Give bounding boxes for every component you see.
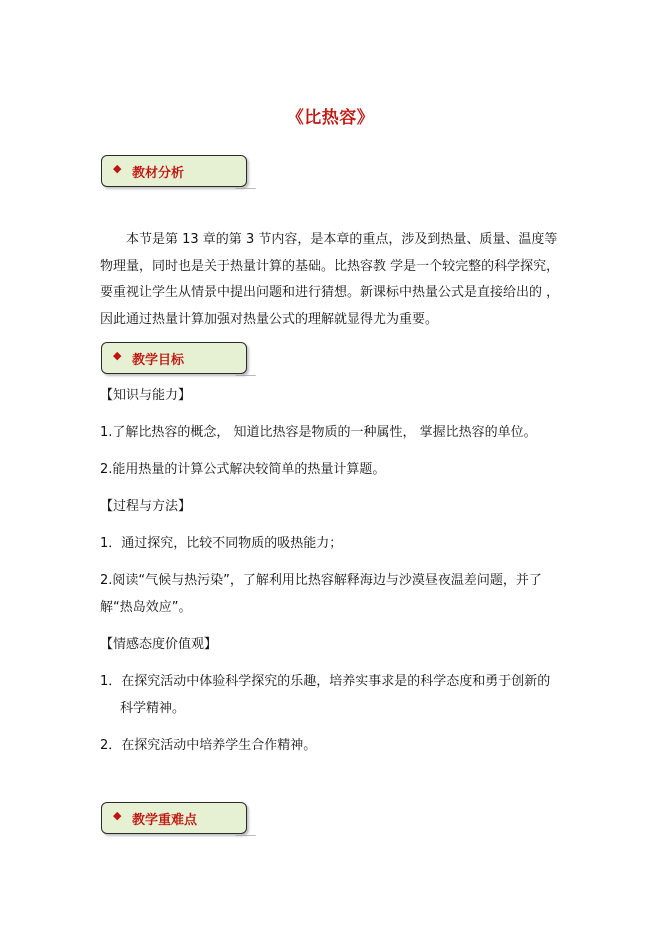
section-banner-key-points xyxy=(101,802,247,834)
goal-item: 1．在探究活动中体验科学探究的乐趣，培养实事求是的科学态度和勇于创新的 xyxy=(100,674,551,689)
diamond-bullet-icon: ◆ xyxy=(113,809,122,822)
subheading-knowledge: 【知识与能力】 xyxy=(100,388,192,403)
goal-item: 1.了解比热容的概念， 知道比热容是物质的一种属性， 掌握比热容的单位。 xyxy=(100,425,537,440)
goal-item-continuation: 解“热岛效应”。 xyxy=(100,600,192,615)
paragraph-line: 物理量，同时也是关于热量计算的基础。比热容教 学是一个较完整的科学探究， xyxy=(100,258,560,274)
section-banner-goals xyxy=(101,342,247,374)
paragraph-line: 本节是第 13 章的第 3 节内容，是本章的重点，涉及到热量、质量、温度等 xyxy=(126,232,558,247)
paragraph-line: 因此通过热量计算加强对热量公式的理解就显得尤为重要。 xyxy=(100,312,439,328)
section-title: 教材分析 xyxy=(132,166,185,181)
goal-item: 2.能用热量的计算公式解决较简单的热量计算题。 xyxy=(100,462,386,477)
goal-item: 2.阅读“气候与热污染”，了解利用比热容解释海边与沙漠昼夜温差问题，并了 xyxy=(100,573,542,588)
document-title: 《比热容》 xyxy=(286,108,375,128)
paragraph-line: 要重视让学生从情景中提出问题和进行猜想。新课标中热量公式是直接给出的 ， xyxy=(100,285,560,301)
goal-item-continuation: 科学精神。 xyxy=(120,701,186,716)
diamond-bullet-icon: ◆ xyxy=(113,162,122,175)
subheading-attitude: 【情感态度价值观】 xyxy=(100,637,218,652)
goal-item: 2．在探究活动中培养学生合作精神。 xyxy=(100,738,317,753)
analysis-paragraph xyxy=(100,227,562,334)
diamond-bullet-icon: ◆ xyxy=(113,349,122,362)
goal-item: 1．通过探究，比较不同物质的吸热能力； xyxy=(100,536,343,551)
section-banner-analysis xyxy=(101,155,247,187)
subheading-process: 【过程与方法】 xyxy=(100,499,192,514)
section-title: 教学重难点 xyxy=(132,813,198,828)
section-title: 教学目标 xyxy=(132,353,185,368)
